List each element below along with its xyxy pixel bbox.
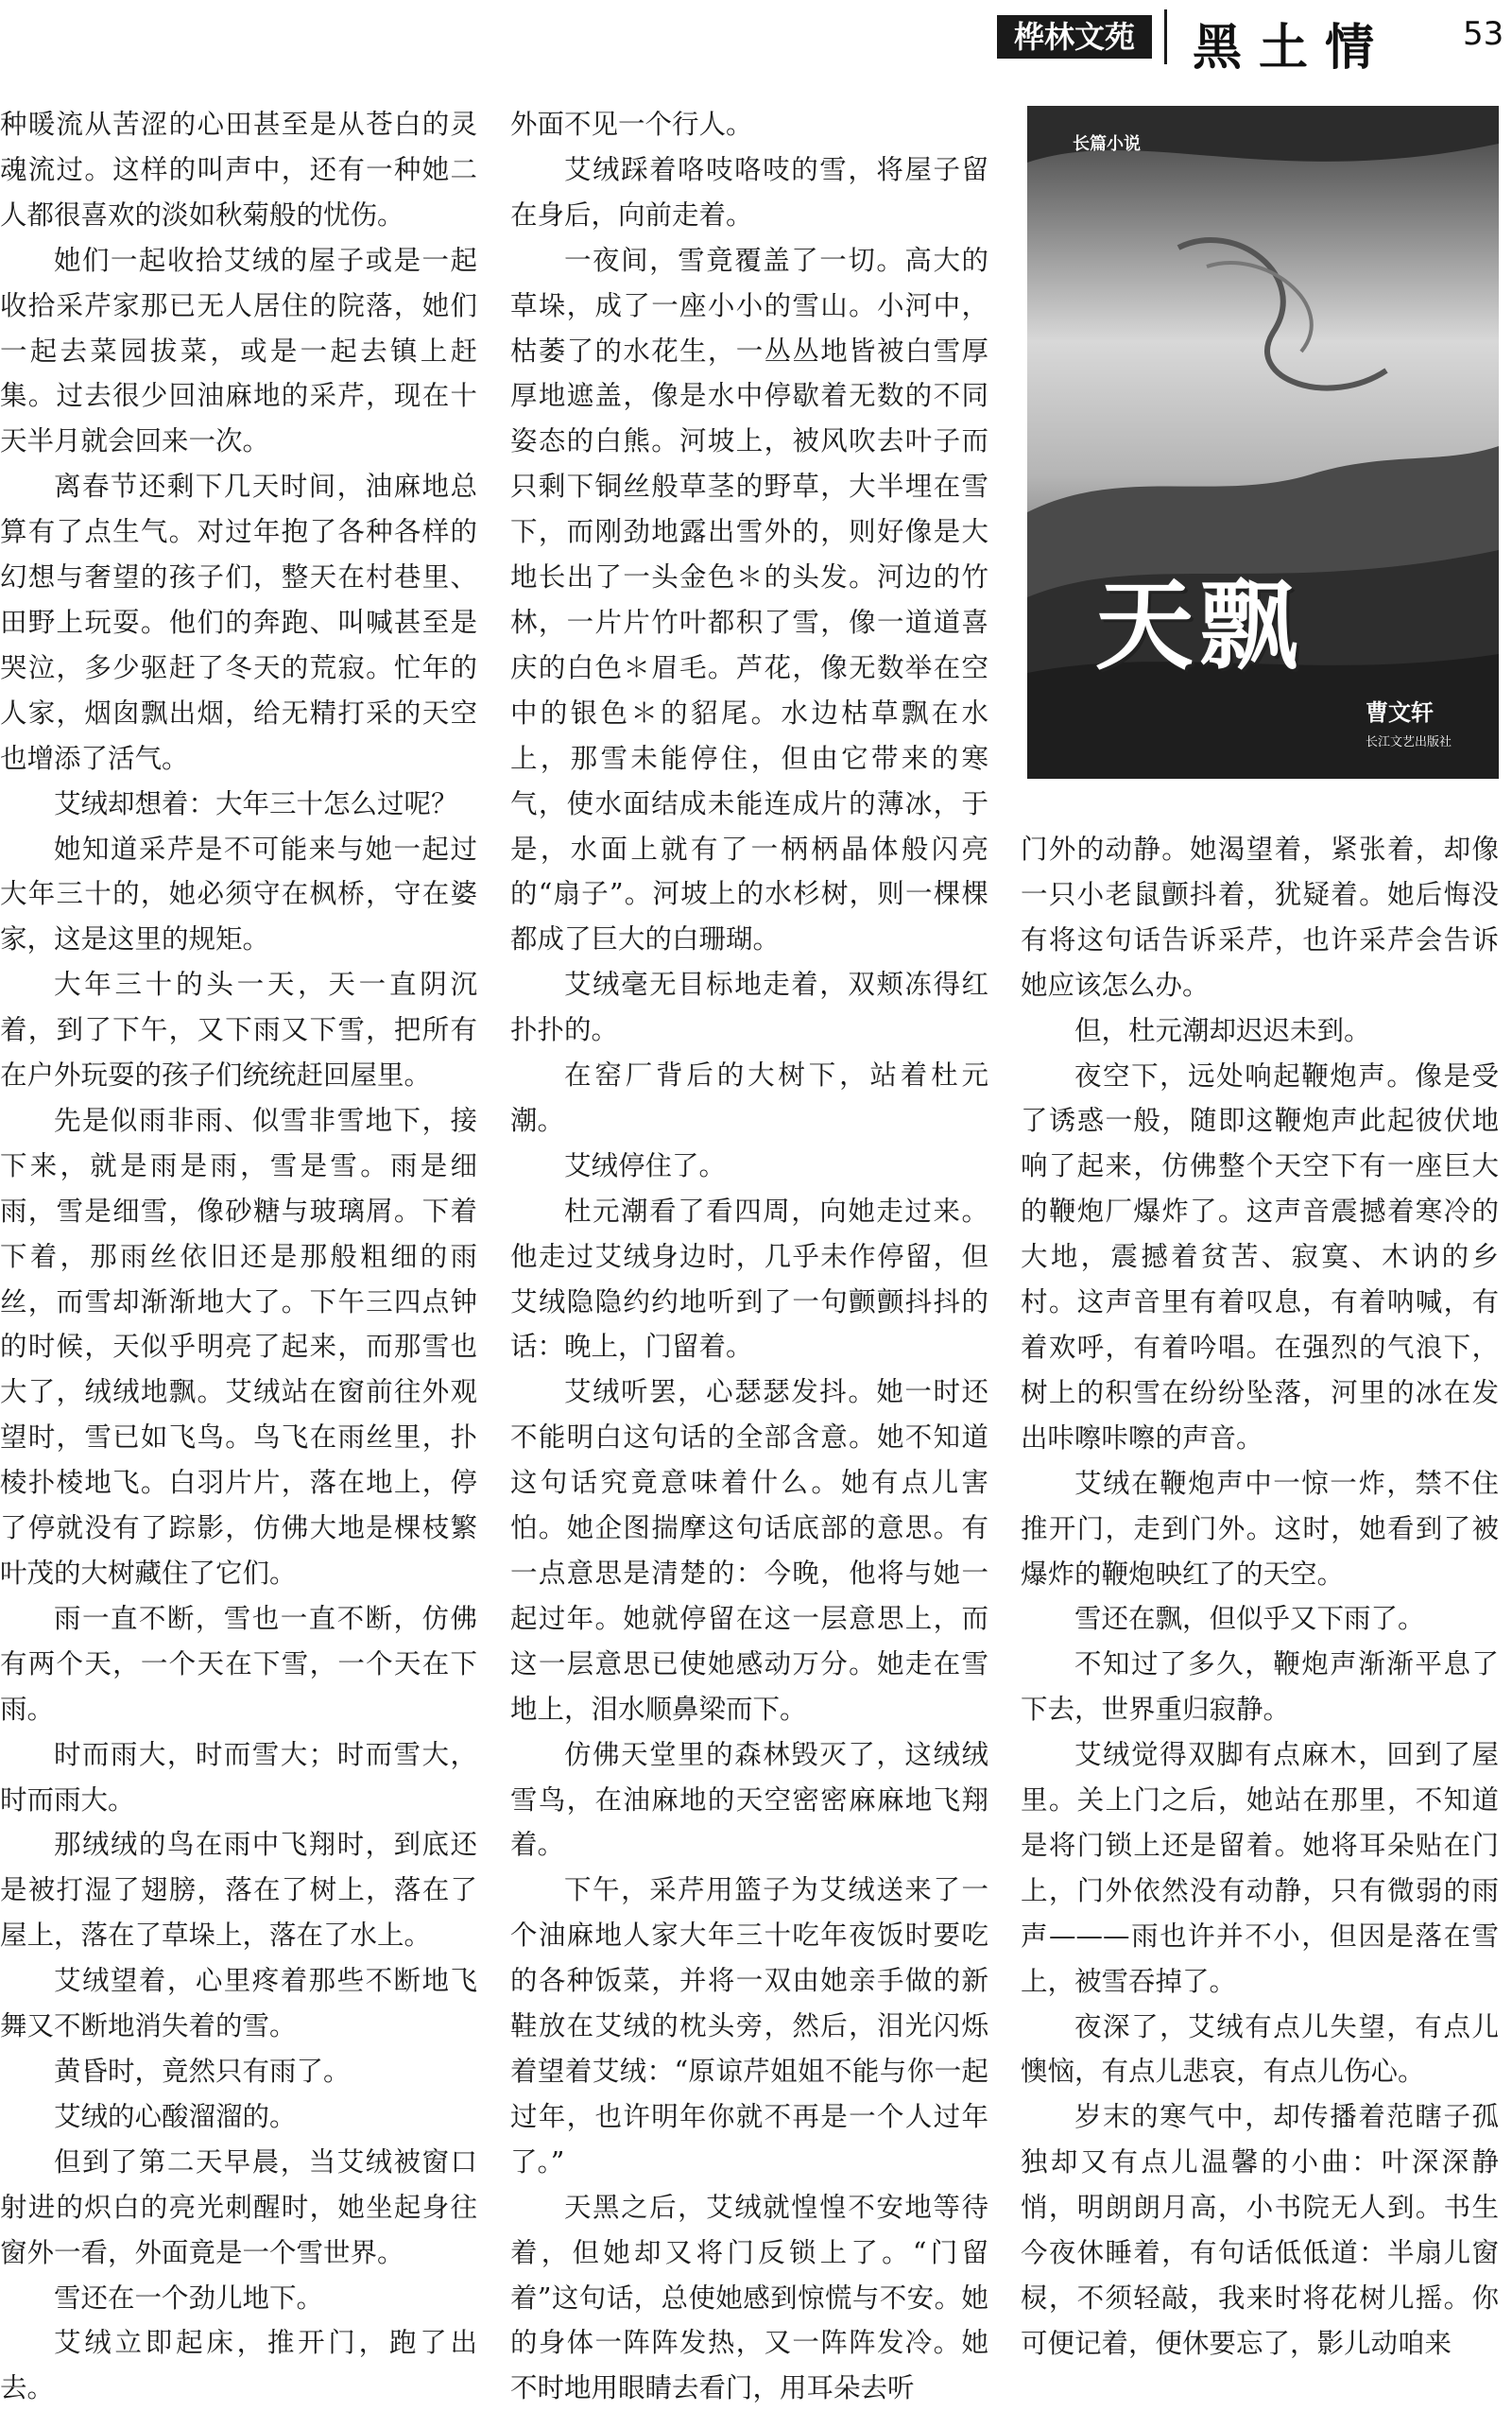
- section-label: 桦林文苑: [997, 15, 1152, 59]
- paragraph: 她们一起收拾艾绒的屋子或是一起收拾采芹家那已无人居住的院落，她们一起去菜园拔菜，或是一起去镇上赶集。过去很少回油麻地的采芹，现在十天半月就会回来一次。: [0, 244, 477, 457]
- cover-series-label: 长篇小说: [1073, 134, 1141, 154]
- paragraph: 那绒绒的鸟在雨中飞翔时，到底还是被打湿了翅膀，落在了树上，落在了屋上，落在了草垛上，落在了水上。: [0, 1829, 477, 1952]
- paragraph: 杜元潮看了看四周，向她走过来。他走过艾绒身边时，几乎未作停留，但艾绒隐隐约约地听到了一句颤颤抖抖的话：晚上，门留着。: [510, 1195, 988, 1363]
- paragraph: 离春节还剩下几天时间，油麻地总算有了点生气。对过年抱了各种各样的幻想与奢望的孩子们，整天在村巷里、田野上玩耍。他们的奔跑、叫喊甚至是哭泣，多少驱赶了冬天的荒寂。忙年的人家，烟囱飘出烟，给无精打采的天空也增添了活气。: [0, 471, 477, 774]
- paragraph: 下午，采芹用篮子为艾绒送来了一个油麻地人家大年三十吃年夜饭时要吃的各种饭菜，并将一双由她亲手做的新鞋放在艾绒的枕头旁，然后，泪光闪烁着望着艾绒：“原谅芹姐姐不能与你一起过年，也许明年你就不再是一个人过年了。”: [510, 1874, 988, 2178]
- paragraph: 外面不见一个行人。: [510, 109, 753, 140]
- paragraph: 艾绒觉得双脚有点麻木，回到了屋里。关上门之后，她站在那里，不知道是将门锁上还是留着。她将耳朵贴在门上，门外依然没有动静，只有微弱的雨声———雨也许并不小，但因是落在雪上，被雪吞掉了。: [1021, 1739, 1499, 1997]
- paragraph: 时而雨大，时而雪大；时而雪大，时而雨大。: [0, 1738, 477, 1816]
- paragraph: 雪还在一个劲儿地下。: [54, 2282, 324, 2314]
- paragraph: 艾绒在鞭炮声中一惊一炸，禁不住推开门，走到门外。这时，她看到了被爆炸的鞭炮映红了的天空。: [1021, 1467, 1499, 1590]
- paragraph: 她知道采芹是不可能来与她一起过大年三十的，她必须守在枫桥，守在婆家，这是这里的规矩。: [0, 833, 477, 956]
- page-header: [0, 0, 1512, 76]
- page-number: 53: [1463, 15, 1504, 53]
- paragraph: 艾绒毫无目标地走着，双颊冻得红扑扑的。: [510, 969, 988, 1046]
- paragraph: 艾绒听罢，心瑟瑟发抖。她一时还不能明白这句话的全部含意。她不知道这句话究竟意味着什么。她有点儿害怕。她企图揣摩这句话底部的意思。有一点意思是清楚的：今晚，他将与她一起过年。她就停留在这一层意思上，而这一层意思已使她感动万分。她走在雪地上，泪水顺鼻梁而下。: [510, 1376, 988, 1725]
- paragraph: 夜空下，远处响起鞭炮声。像是受了诱惑一般，随即这鞭炮声此起彼伏地响了起来，仿佛整个天空下有一座巨大的鞭炮厂爆炸了。这声音震撼着寒冷的大地，震撼着贫苦、寂寞、木讷的乡村。这声音里有着叹息，有着呐喊，有着欢呼，有着吟唱。在强烈的气浪下，树上的积雪在纷纷坠落，河里的冰在发出咔嚓咔嚓的声音。: [1021, 1059, 1499, 1454]
- paragraph: 但，杜元潮却迟迟未到。: [1074, 1014, 1371, 1046]
- article-column-2: [510, 102, 988, 2404]
- paragraph: 门外的动静。她渴望着，紧张着，却像一只小老鼠颤抖着，犹疑着。她后悔没有将这句话告诉采芹，也许采芹会告诉她应该怎么办。: [1021, 834, 1499, 1001]
- paragraph: 在窑厂背后的大树下，站着杜元潮。: [510, 1059, 988, 1136]
- paragraph: 黄昏时，竟然只有雨了。: [54, 2055, 351, 2087]
- article-column-1: [0, 102, 477, 2404]
- paragraph: 种暖流从苦涩的心田甚至是从苍白的灵魂流过。这样的叫声中，还有一种她二人都很喜欢的淡如秋菊般的忧伤。: [0, 109, 477, 231]
- cover-author: 曹文轩: [1366, 698, 1434, 726]
- paragraph: 艾绒望着，心里疼着那些不断地飞舞又不断地消失着的雪。: [0, 1965, 477, 2042]
- paragraph: 艾绒踩着咯吱咯吱的雪，将屋子留在身后，向前走着。: [510, 153, 988, 231]
- paragraph: 艾绒立即起床，推开门，跑了出去。: [0, 2327, 477, 2404]
- paragraph: 艾绒却想着：大年三十怎么过呢？: [54, 787, 458, 819]
- paragraph: 天黑之后，艾绒就惶惶不安地等待着，但她却又将门反锁上了。“门留着”这句话，总使她感到惊慌与不安。她的身体一阵阵发热，又一阵阵发冷。她不时地用眼睛去看门，用耳朵去听: [510, 2191, 988, 2404]
- paragraph: 夜深了，艾绒有点儿失望，有点儿懊恼，有点儿悲哀，有点儿伤心。: [1021, 2010, 1499, 2088]
- paragraph: 仿佛天堂里的森林毁灭了，这绒绒雪鸟，在油麻地的天空密密麻麻地飞翔着。: [510, 1738, 988, 1861]
- paragraph: 雪还在飘，但似乎又下雨了。: [1074, 1603, 1425, 1635]
- header-divider: [1164, 9, 1167, 64]
- paragraph: 但到了第二天早晨，当艾绒被窗口射进的炽白的亮光刺醒时，她坐起身往窗外一看，外面竟是一个雪世界。: [0, 2145, 477, 2268]
- paragraph: 不知过了多久，鞭炮声渐渐平息了下去，世界重归寂静。: [1021, 1648, 1499, 1726]
- book-cover-image: [1027, 106, 1499, 779]
- paragraph: 艾绒的心酸溜溜的。: [54, 2100, 297, 2132]
- article-column-3: [1021, 827, 1499, 2359]
- paragraph: 大年三十的头一天，天一直阴沉着，到了下午，又下雨又下雪，把所有在户外玩耍的孩子们统统赶回屋里。: [0, 969, 477, 1092]
- paragraph: 先是似雨非雨、似雪非雪地下，接下来，就是雨是雨，雪是雪。雨是细雨，雪是细雪，像砂糖与玻璃屑。下着下着，那雨丝依旧还是那般粗细的雨丝，而雪却渐渐地大了。下午三四点钟的时候，天似乎明亮了起来，而那雪也大了，绒绒地飘。艾绒站在窗前往外观望时，雪已如飞鸟。鸟飞在雨丝里，扑棱扑棱地飞。白羽片片，落在地上，停了停就没有了踪影，仿佛大地是棵枝繁叶茂的大树藏住了它们。: [0, 1104, 477, 1589]
- paragraph: 艾绒停住了。: [564, 1149, 727, 1181]
- magazine-name: 黑土情: [1193, 19, 1392, 77]
- paragraph: 雨一直不断，雪也一直不断，仿佛有两个天，一个天在下雪，一个天在下雨。: [0, 1602, 477, 1725]
- cover-title: 天飘: [1095, 567, 1304, 683]
- cover-publisher: 长江文艺出版社: [1366, 735, 1452, 749]
- paragraph: 岁末的寒气中，却传播着范瞎子孤独却又有点儿温馨的小曲：叶深深静悄，明朗朗月高，小书院无人到。书生今夜休睡着，有句话低低道：半扇儿窗棂，不须轻敲，我来时将花树儿摇。你可便记着，便休要忘了，影儿动咱来: [1021, 2101, 1499, 2359]
- paragraph: 一夜间，雪竟覆盖了一切。高大的草垛，成了一座小小的雪山。小河中，枯萎了的水花生，一丛丛地皆被白雪厚厚地遮盖，像是水中停歇着无数的不同姿态的白熊。河坡上，被风吹去叶子而只剩下铜丝般草茎的野草，大半埋在雪下，而刚劲地露出雪外的，则好像是大地长出了一头金色＊的头发。河边的竹林，一片片竹叶都积了雪，像一道道喜庆的白色＊眉毛。芦花，像无数举在空中的银色＊的貂尾。水边枯草飘在水上，那雪未能停住，但由它带来的寒气，使水面结成未能连成片的薄冰，于是，水面上就有了一柄柄晶体般闪亮的“扇子”。河坡上的水杉树，则一棵棵都成了巨大的白珊瑚。: [510, 244, 988, 956]
